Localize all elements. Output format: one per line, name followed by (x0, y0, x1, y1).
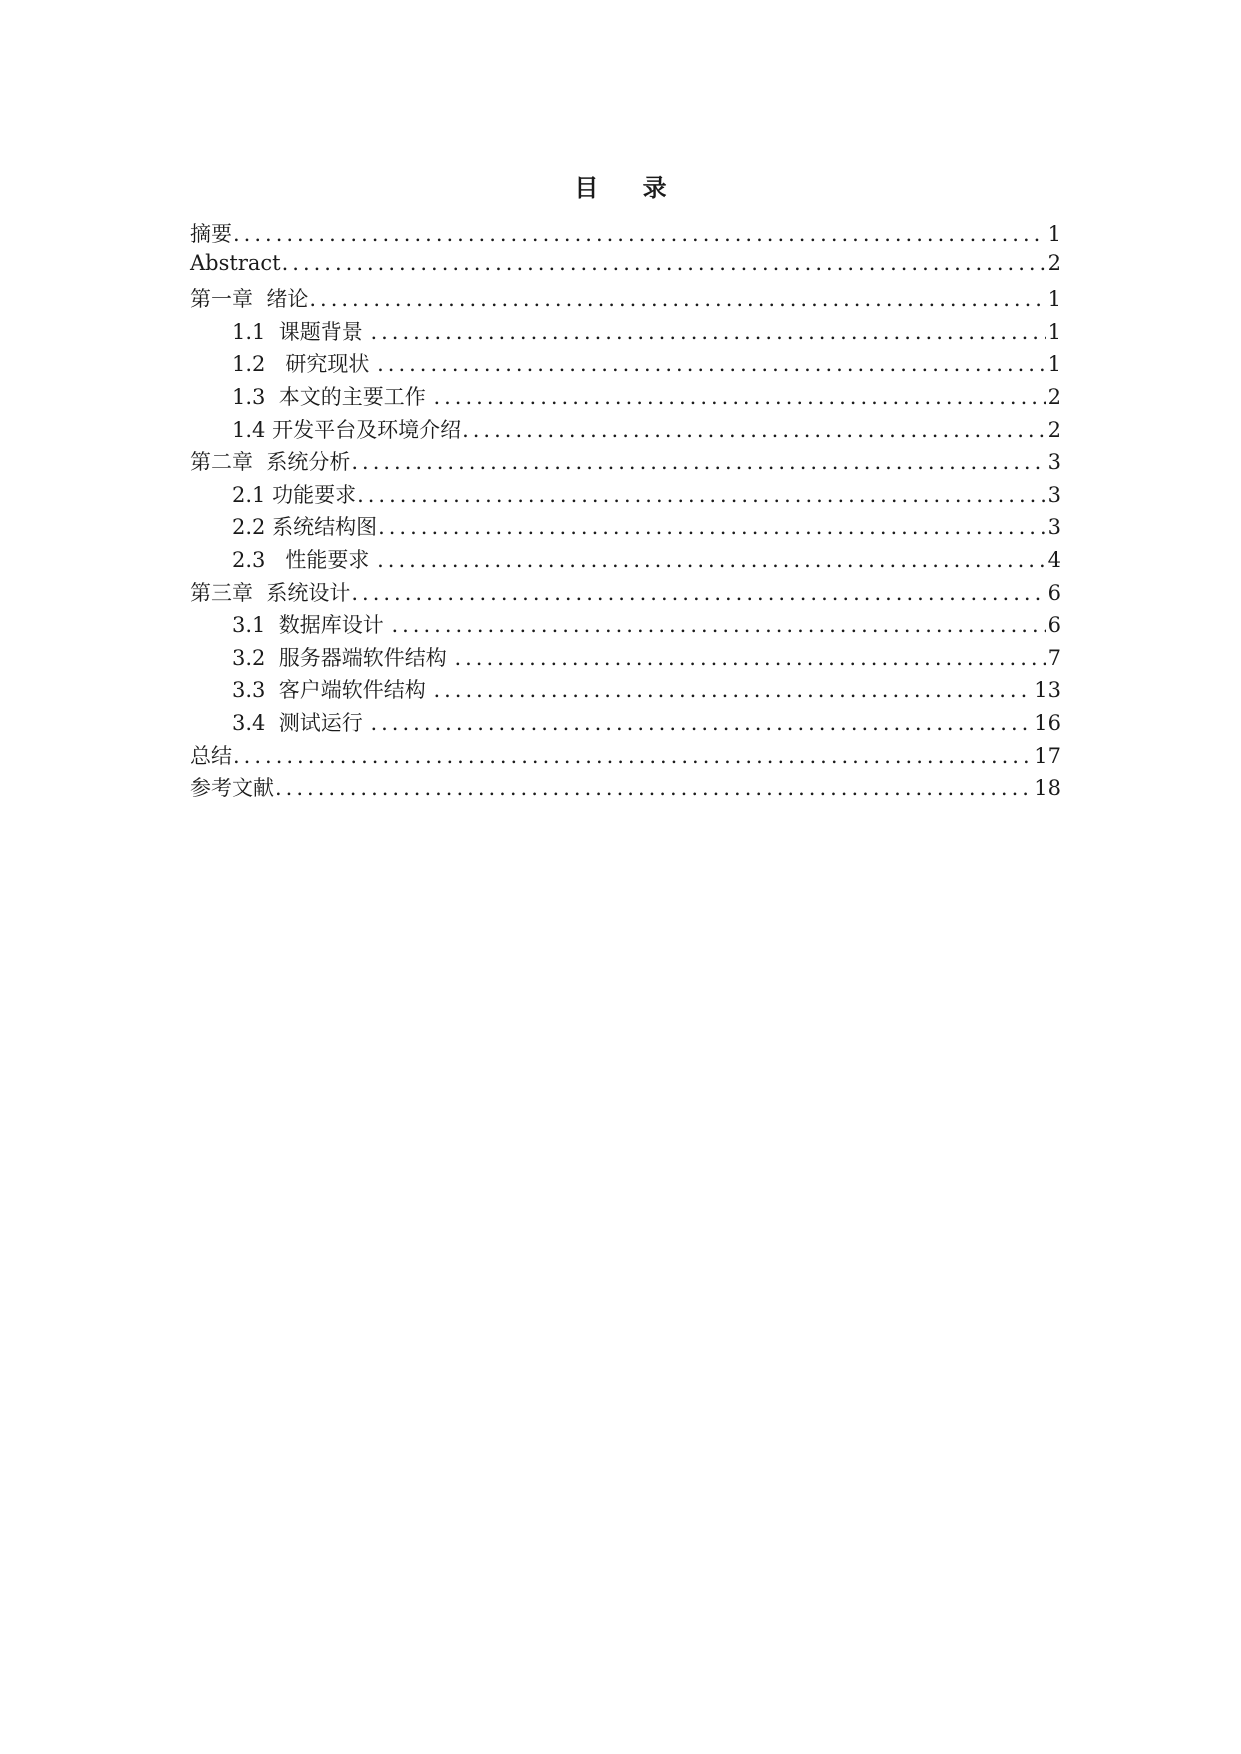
toc-entry-label: 摘要 (190, 222, 232, 246)
toc-dot-leader (370, 320, 1045, 344)
toc-dot-leader (351, 450, 1045, 474)
toc-entry-chapter-3[interactable] (190, 577, 1061, 610)
toc-entry-page: 4 (1047, 547, 1061, 572)
toc-dot-leader (351, 581, 1045, 605)
toc-entry-section-2-3[interactable] (190, 544, 1061, 577)
toc-entry-summary[interactable] (190, 740, 1061, 773)
toc-dot-leader (391, 613, 1045, 637)
toc-entry-label: 2.2 系统结构图 (232, 515, 378, 540)
toc-entry-page: 1 (1047, 287, 1061, 312)
toc-entry-section-3-2[interactable] (190, 642, 1061, 675)
toc-entry-page: 17 (1034, 743, 1061, 768)
toc-entry-label: 3.2 服务器端软件结构 (232, 645, 454, 670)
toc-entry-label: 1.4 开发平台及环境介绍 (232, 417, 462, 442)
toc-entry-label: 2.3 性能要求 (232, 547, 377, 572)
toc-entry-page: 2 (1047, 384, 1061, 409)
toc-entry-chapter-1[interactable] (190, 283, 1061, 316)
toc-entry-abstract-en[interactable] (190, 251, 1061, 284)
toc-entry-label: 3.4 测试运行 (232, 710, 370, 735)
table-of-contents (190, 218, 1061, 805)
toc-entry-page: 6 (1047, 580, 1061, 605)
toc-entry-section-3-3[interactable] (190, 674, 1061, 707)
toc-dot-leader (433, 385, 1045, 409)
toc-entry-section-1-3[interactable] (190, 381, 1061, 414)
toc-entry-label: 3.1 数据库设计 (232, 613, 391, 638)
toc-entry-section-1-1[interactable] (190, 316, 1061, 349)
toc-entry-label: 第一章 绪论 (190, 287, 309, 312)
toc-dot-leader (370, 711, 1032, 735)
toc-entry-page: 6 (1047, 613, 1061, 638)
toc-dot-leader (377, 548, 1046, 572)
toc-title: 目 录 (574, 173, 685, 202)
toc-entry-page: 3 (1047, 482, 1061, 507)
toc-entry-page: 3 (1047, 515, 1061, 540)
toc-entry-section-1-4[interactable] (190, 414, 1061, 447)
toc-dot-leader (462, 418, 1046, 442)
toc-entry-label: Abstract (190, 250, 281, 275)
toc-entry-page: 7 (1047, 645, 1061, 670)
toc-entry-section-1-2[interactable] (190, 348, 1061, 381)
toc-entry-label: 3.3 客户端软件结构 (232, 678, 433, 703)
toc-entry-page: 13 (1034, 678, 1061, 703)
toc-entry-label: 参考文献 (190, 776, 274, 801)
toc-entry-page: 3 (1047, 450, 1061, 475)
toc-entry-label: 1.3 本文的主要工作 (232, 384, 433, 409)
toc-entry-label: 2.1 功能要求 (232, 482, 357, 507)
toc-dot-leader (378, 515, 1046, 539)
toc-entry-page: 2 (1047, 417, 1061, 442)
toc-entry-references[interactable] (190, 772, 1061, 805)
toc-entry-label: 第二章 系统分析 (190, 450, 351, 475)
toc-entry-page: 1 (1047, 222, 1061, 246)
toc-entry-section-3-4[interactable] (190, 707, 1061, 740)
toc-dot-leader (377, 352, 1046, 376)
toc-dot-leader (309, 287, 1045, 311)
toc-entry-label: 1.1 课题背景 (232, 319, 370, 344)
toc-dot-leader (357, 483, 1046, 507)
toc-entry-abstract-cn[interactable] (190, 218, 1061, 251)
toc-entry-label: 总结 (190, 743, 232, 768)
toc-dot-leader (282, 251, 1046, 275)
toc-entry-chapter-2[interactable] (190, 446, 1061, 479)
toc-entry-page: 18 (1034, 776, 1061, 801)
toc-entry-label: 第三章 系统设计 (190, 580, 351, 605)
toc-entry-page: 16 (1034, 710, 1061, 735)
toc-entry-section-3-1[interactable] (190, 609, 1061, 642)
toc-entry-page: 2 (1047, 250, 1061, 275)
toc-dot-leader (275, 776, 1032, 800)
toc-entry-section-2-1[interactable] (190, 479, 1061, 512)
toc-dot-leader (233, 744, 1032, 768)
toc-dot-leader (433, 678, 1032, 702)
toc-dot-leader (233, 222, 1046, 246)
toc-entry-page: 1 (1047, 352, 1061, 377)
toc-entry-section-2-2[interactable] (190, 511, 1061, 544)
toc-entry-label: 1.2 研究现状 (232, 352, 377, 377)
toc-dot-leader (454, 646, 1045, 670)
toc-entry-page: 1 (1047, 319, 1061, 344)
